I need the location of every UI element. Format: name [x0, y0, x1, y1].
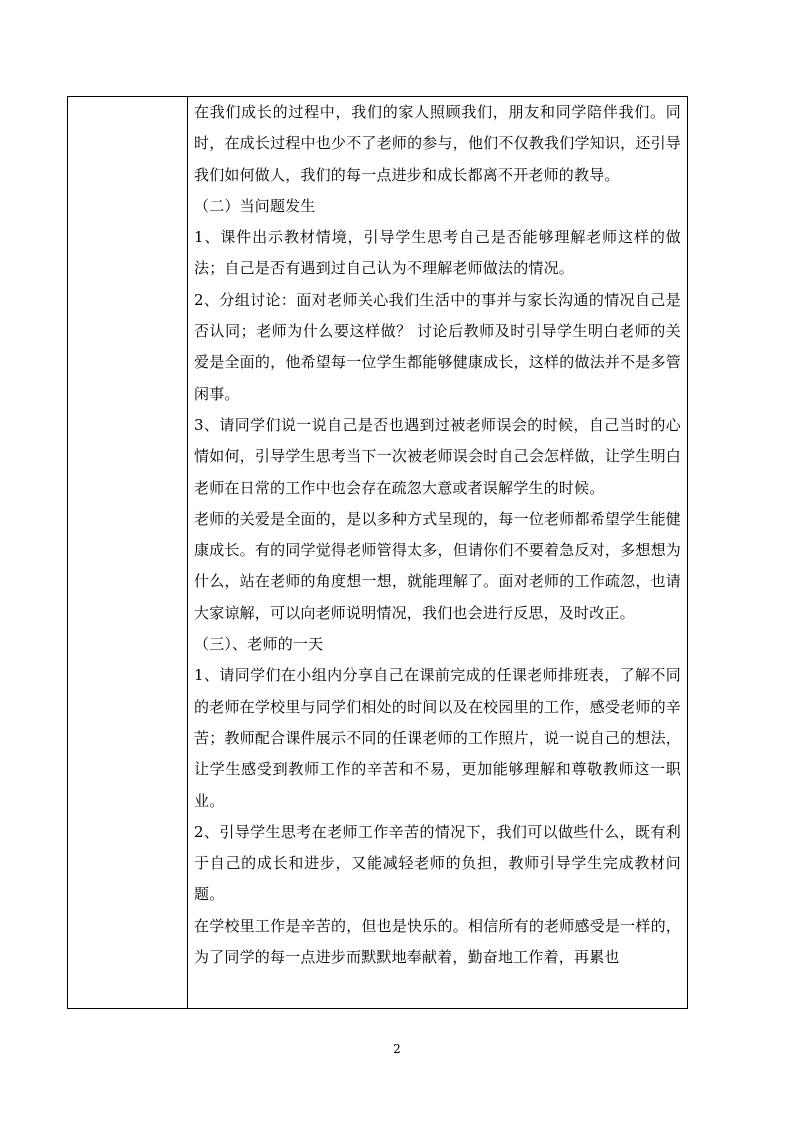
table-content-cell: [188, 97, 687, 1008]
paragraph-item-2b: 2、引导学生思考在老师工作辛苦的情况下，我们可以做些什么，既有利于自己的成长和进步，又能减轻老师的负担，教师引导学生完成教材问题。: [194, 822, 681, 904]
paragraph-summary: 老师的关爱是全面的，是以多种方式呈现的，每一位老师都希望学生能健康成长。有的同学觉得老师管得太多，但请你们不要着急反对，多想想为什么，站在老师的角度想一想，就能理解了。面对老师的工作疏忽，也请大家谅解，可以向老师说明情况，我们也会进行反思，及时改正。: [194, 509, 681, 622]
page-number: 2: [393, 1042, 401, 1056]
section-heading-3: （三）、老师的一天: [194, 635, 324, 654]
table-left-column: [68, 97, 188, 1008]
lesson-table: [67, 96, 688, 1009]
paragraph-item-3: 3、请同学们说一说自己是否也遇到过被老师误会的时候，自己当时的心情如何，引导学生思考当下一次被老师误会时自己会怎样做，让学生明白老师在日常的工作中也会存在疏忽大意或者误解学生的时候。: [194, 415, 681, 497]
paragraph-item-2: 2、分组讨论：面对老师关心我们生活中的事并与家长沟通的情况自己是否认同；老师为什么要这样做？ 讨论后教师及时引导学生明白老师的关爱是全面的，他希望每一位学生都能够健康成长，这样的做法并不是多管闲事。: [194, 290, 681, 403]
paragraph-closing: 在学校里工作是辛苦的，但也是快乐的。相信所有的老师感受是一样的，为了同学的每一点进步而默默地奉献着，勤奋地工作着，再累也: [194, 916, 681, 967]
section-heading-2: （二）当问题发生: [194, 196, 316, 215]
paragraph-item-1b: 1、请同学们在小组内分享自己在课前完成的任课老师排班表，了解不同的老师在学校里与同学们相处的时间以及在校园里的工作，感受老师的辛苦；教师配合课件展示不同的任课老师的工作照片，说一说自己的想法，让学生感受到教师工作的辛苦和不易，更加能够理解和尊敬教师这一职业。: [194, 666, 681, 810]
paragraph-item-1: 1、课件出示教材情境，引导学生思考自己是否能够理解老师这样的做法；自己是否有遇到过自己认为不理解老师做法的情况。: [194, 228, 681, 278]
paragraph-intro: 在我们成长的过程中，我们的家人照顾我们，朋友和同学陪伴我们。同时，在成长过程中也少不了老师的参与，他们不仅教我们学知识，还引导我们如何做人，我们的每一点进步和成长都离不开老师的教导。: [194, 103, 681, 184]
